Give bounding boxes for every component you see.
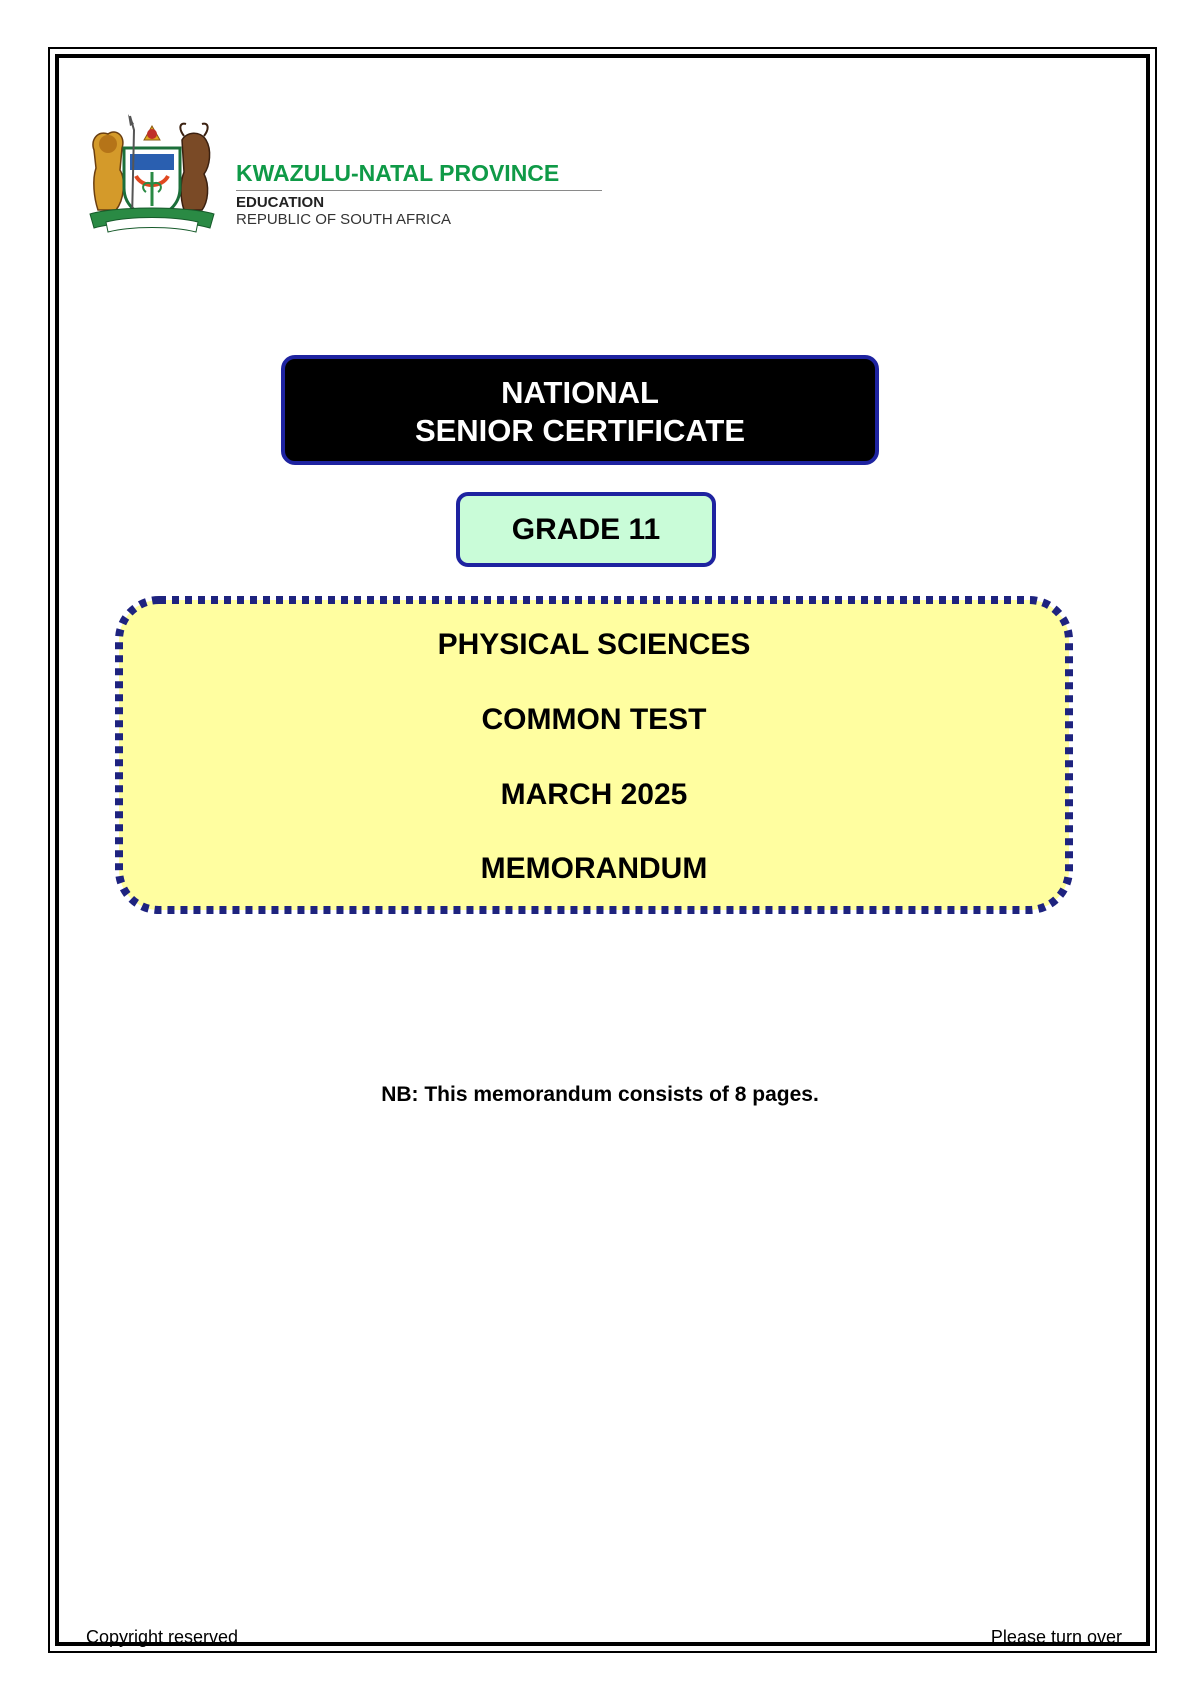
certificate-banner bbox=[281, 355, 879, 465]
province-name: KWAZULU-NATAL PROVINCE bbox=[236, 160, 560, 186]
footer-copyright: Copyright reserved bbox=[86, 1627, 239, 1647]
page-count-note bbox=[0, 1083, 1200, 1107]
country-name: REPUBLIC OF SOUTH AFRICA bbox=[236, 211, 452, 228]
grade-badge: GRADE 11 bbox=[456, 492, 716, 567]
subject-title: PHYSICAL SCIENCES bbox=[437, 628, 751, 661]
department-name: EDUCATION bbox=[236, 194, 325, 211]
header-divider bbox=[236, 190, 602, 191]
title-block bbox=[114, 595, 1074, 915]
department-logo bbox=[86, 110, 606, 245]
test-title: COMMON TEST bbox=[481, 703, 707, 736]
coat-of-arms-icon bbox=[86, 110, 218, 240]
date-title: MARCH 2025 bbox=[500, 778, 688, 811]
note-prefix: NB bbox=[381, 1083, 412, 1106]
document-type-title: MEMORANDUM bbox=[480, 852, 708, 885]
certificate-line-2: SENIOR CERTIFICATE bbox=[414, 413, 746, 448]
note-text: : This memorandum consists of 8 pages. bbox=[411, 1083, 819, 1106]
footer-turn-over: Please turn over bbox=[990, 1627, 1122, 1647]
certificate-line-1: NATIONAL bbox=[501, 375, 659, 410]
